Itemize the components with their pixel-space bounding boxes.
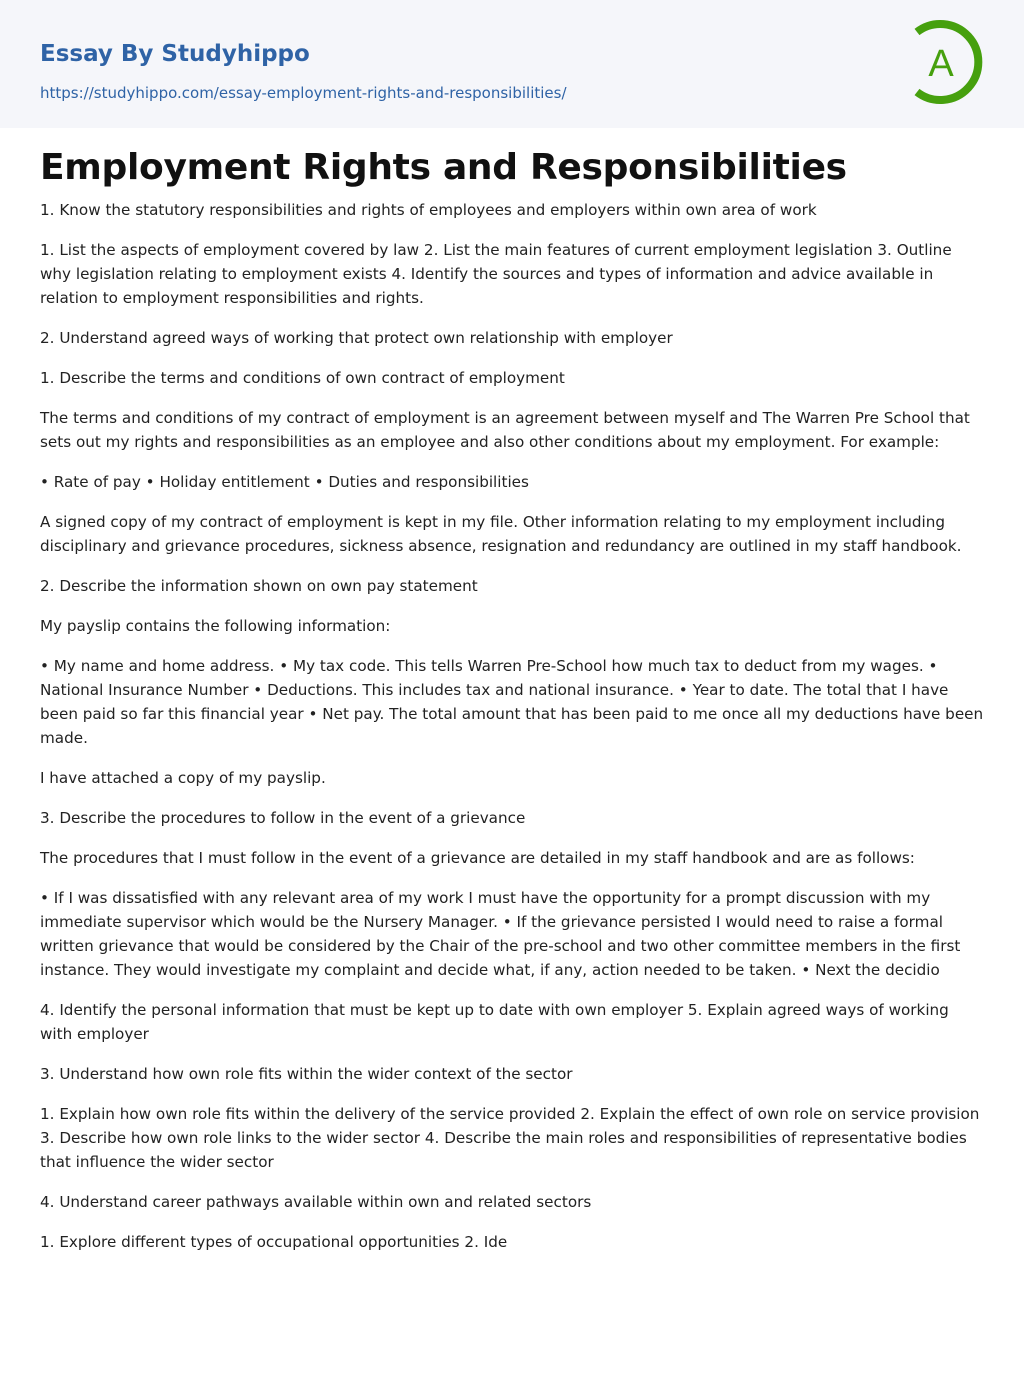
studyhippo-logo-icon (905, 18, 989, 106)
essay-paragraph: 1. Explore different types of occupational opportunities 2. Ide (40, 1233, 508, 1251)
essay-paragraph: • Rate of pay • Holiday entitlement • Duties and responsibilities (40, 473, 529, 491)
essay-url-link[interactable]: https://studyhippo.com/essay-employment-rights-and-responsibilities/ (40, 84, 567, 102)
essay-paragraph: 4. Identify the personal information that must be kept up to date with own employer 5. Explain agreed ways of working with employer (40, 1001, 949, 1043)
essay-paragraph: 1. List the aspects of employment covered by law 2. List the main features of current employment legislation 3. Outline why legislation relating to employment exists 4. Identify the sources and types of information and advice available in relation to employment responsibilities and rights. (40, 241, 952, 307)
essay-content (0, 146, 1024, 1254)
essay-paragraph: 1. Know the statutory responsibilities and rights of employees and employers within own area of work (40, 201, 817, 219)
essay-title: Employment Rights and Responsibilities (40, 147, 847, 188)
essay-paragraph: A signed copy of my contract of employment is kept in my file. Other information relating to my employment including disciplinary and grievance procedures, sickness absence, resignation and redundancy are outlined in my staff handbook. (40, 513, 962, 555)
essay-paragraph: The procedures that I must follow in the event of a grievance are detailed in my staff handbook and are as follows: (40, 849, 915, 867)
brand-title: Essay By Studyhippo (40, 41, 310, 67)
essay-paragraph: The terms and conditions of my contract of employment is an agreement between myself and The Warren Pre School that sets out my rights and responsibilities as an employee and also other conditions about my employment. For example: (40, 409, 970, 451)
essay-paragraph: 3. Understand how own role fits within the wider context of the sector (40, 1065, 573, 1083)
essay-body (40, 198, 984, 1254)
essay-paragraph: 2. Describe the information shown on own pay statement (40, 577, 478, 595)
essay-paragraph: 1. Explain how own role fits within the delivery of the service provided 2. Explain the effect of own role on service provision 3. Describe how own role links to the wider sector 4. Describe the main roles and responsibilities of representative bodies that influence the wider sector (40, 1105, 980, 1171)
essay-paragraph: • If I was dissatisfied with any relevant area of my work I must have the opportunity for a prompt discussion with my immediate supervisor which would be the Nursery Manager. • If the grievance persisted I would need to raise a formal written grievance that would be considered by the Chair of the pre-school and two other committee members in the first instance. They would investigate my complaint and decide what, if any, action needed to be taken. • Next the decidio (40, 889, 961, 979)
svg-text:A: A (928, 43, 954, 85)
essay-paragraph: My payslip contains the following information: (40, 617, 391, 635)
essay-paragraph: 2. Understand agreed ways of working that protect own relationship with employer (40, 329, 673, 347)
essay-paragraph: 4. Understand career pathways available within own and related sectors (40, 1193, 592, 1211)
essay-paragraph: I have attached a copy of my payslip. (40, 769, 326, 787)
essay-paragraph: 3. Describe the procedures to follow in the event of a grievance (40, 809, 526, 827)
essay-paragraph: 1. Describe the terms and conditions of own contract of employment (40, 369, 565, 387)
essay-paragraph: • My name and home address. • My tax code. This tells Warren Pre-School how much tax to deduct from my wages. • National Insurance Number • Deductions. This includes tax and national insurance. • Year to date. The total that I have been paid so far this financial year • Net pay. The total amount that has been paid to me once all my deductions have been made. (40, 657, 984, 747)
site-header (0, 0, 1024, 128)
